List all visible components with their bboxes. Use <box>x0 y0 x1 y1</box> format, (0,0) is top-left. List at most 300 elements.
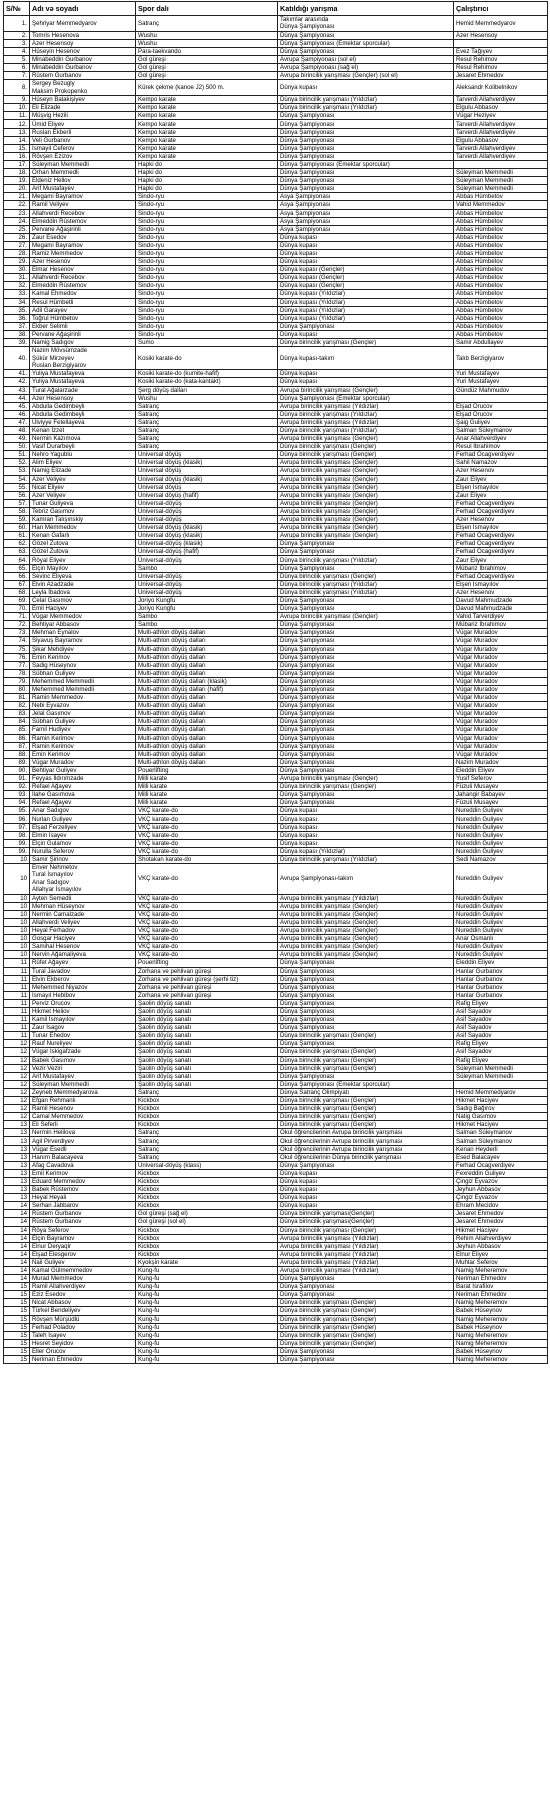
cell-name: Azer Hesensoy <box>30 39 136 47</box>
table-row <box>4 1291 548 1299</box>
cell-sport: Kickbox <box>136 1113 278 1121</box>
cell-competition: Dünya Şampiyonası <box>278 653 454 661</box>
cell-competition: Avrupa birincilik yarışması (Gençler) <box>278 386 454 394</box>
cell-no: 78. <box>4 669 30 677</box>
cell-coach: Süleyman Memmedli <box>454 1072 548 1080</box>
cell-name: Tebriz Gasımov <box>30 507 136 515</box>
cell-sport: Kickbox <box>136 1202 278 1210</box>
cell-coach: Yusif Seferov <box>454 775 548 783</box>
cell-competition: Dünya birincilik yarışması (Gençler) <box>278 1064 454 1072</box>
cell-sport: Sumo <box>136 339 278 347</box>
cell-no: 42. <box>4 378 30 386</box>
table-row <box>4 370 548 378</box>
cell-no: 14 <box>4 1210 30 1218</box>
cell-competition: Dünya birincilik yarışması (Gençler) <box>278 1121 454 1129</box>
cell-sport: Multi-athlon döyüş dalları (klasik) <box>136 677 278 685</box>
cell-competition: Dünya birincilik yarışması (Gençler) <box>278 783 454 791</box>
cell-name: Jelal Gasımov <box>30 710 136 718</box>
table-row <box>4 443 548 451</box>
table-row <box>4 185 548 193</box>
cell-coach: Jeyhun Abbasov <box>454 1242 548 1250</box>
cell-no: 14 <box>4 1250 30 1258</box>
table-row <box>4 799 548 807</box>
cell-no: 11 <box>4 1007 30 1015</box>
cell-name: Tural Ağalarzade <box>30 386 136 394</box>
cell-coach: Namig Meheremov <box>454 1331 548 1339</box>
cell-name: Rövşen Mürşüdlü <box>30 1315 136 1323</box>
cell-sport: Sindo-ryu <box>136 306 278 314</box>
table-row <box>4 621 548 629</box>
cell-no: 14 <box>4 1218 30 1226</box>
cell-competition: Dünya Şampiyonası <box>278 128 454 136</box>
cell-sport: Sindo-ryu <box>136 330 278 338</box>
cell-name: Celal Gasımov <box>30 596 136 604</box>
cell-no: 15 <box>4 1299 30 1307</box>
cell-sport: Kung-fu <box>136 1291 278 1299</box>
cell-name: Vasif Durarbeyli <box>30 443 136 451</box>
cell-competition: Dünya kupası <box>278 1169 454 1177</box>
cell-no: 82. <box>4 702 30 710</box>
table-row <box>4 831 548 839</box>
cell-coach: Anar Allahverdiyev <box>454 435 548 443</box>
cell-competition: Dünya birincilik yarışması (Yıldızlar) <box>278 855 454 863</box>
table-row <box>4 629 548 637</box>
table-row <box>4 694 548 702</box>
cell-name: Ramin Memmedov <box>30 694 136 702</box>
cell-sport: Multi-athlon döyüş dalları <box>136 742 278 750</box>
cell-no: 22. <box>4 201 30 209</box>
cell-competition: Asya Şampiyonası <box>278 193 454 201</box>
cell-competition: Dünya kupası <box>278 1202 454 1210</box>
cell-competition: Dünya kupası <box>278 1177 454 1185</box>
cell-coach: Nureddin Guliyev <box>454 864 548 895</box>
cell-coach: Resul Rehimov <box>454 56 548 64</box>
table-row <box>4 951 548 959</box>
cell-no: 91. <box>4 775 30 783</box>
cell-coach: Nureddin Guliyev <box>454 951 548 959</box>
cell-name: Gözel Zutova <box>30 540 136 548</box>
cell-name: Ramin Kerimov <box>30 734 136 742</box>
cell-sport: Zorhana ve pehlivan güreşi <box>136 983 278 991</box>
cell-sport: Satranç <box>136 443 278 451</box>
cell-competition: Dünya Şampiyonası <box>278 694 454 702</box>
cell-coach: Abbas Hümbetov <box>454 225 548 233</box>
table-row <box>4 1169 548 1177</box>
cell-sport: Kickbox <box>136 1177 278 1185</box>
cell-name: Arif Mustafayev <box>30 1072 136 1080</box>
cell-name: Rüfet Ağayev <box>30 959 136 967</box>
cell-name: Behtiyar Abbasov <box>30 621 136 629</box>
cell-no: 17. <box>4 160 30 168</box>
table-row <box>4 588 548 596</box>
table-row <box>4 1307 548 1315</box>
cell-sport: VKÇ karate-do <box>136 864 278 895</box>
cell-competition: Dünya birincilik yarışması (Gençler) <box>278 1032 454 1040</box>
cell-competition: Dünya Şampiyonası <box>278 734 454 742</box>
table-row <box>4 128 548 136</box>
cell-competition: Dünya birincilik yarışması (Gençler) <box>278 1331 454 1339</box>
table-row <box>4 1275 548 1283</box>
cell-no: 89. <box>4 758 30 766</box>
cell-no: 87. <box>4 742 30 750</box>
cell-no: 96. <box>4 815 30 823</box>
cell-name: Nail Guliyev <box>30 1258 136 1266</box>
cell-name: Azer Veliyev <box>30 491 136 499</box>
cell-no: 10 <box>4 864 30 895</box>
cell-competition: Dünya birincilik yarışması (Gençler) <box>278 339 454 347</box>
cell-sport: Üniversal döyüş (klasik) <box>136 459 278 467</box>
table-row <box>4 734 548 742</box>
cell-coach: Azer Hesensoy <box>454 31 548 39</box>
cell-competition: Dünya kupası (Gençler) <box>278 266 454 274</box>
table-row <box>4 56 548 64</box>
cell-sport: Wushu <box>136 394 278 402</box>
cell-sport: VKÇ karate-do <box>136 815 278 823</box>
cell-coach: Rehim Allahverdiyev <box>454 1234 548 1242</box>
cell-competition: Dünya Şampiyonası <box>278 1356 454 1364</box>
cell-name: Tunar Ehedov <box>30 1032 136 1040</box>
cell-no: 13 <box>4 1177 30 1185</box>
cell-sport: Milli karate <box>136 783 278 791</box>
cell-sport: Kung-fu <box>136 1283 278 1291</box>
cell-competition: Avrupa birincilik yarışması (Gençler) <box>278 516 454 524</box>
cell-coach: Abbas Hümbetov <box>454 249 548 257</box>
cell-no: 60. <box>4 524 30 532</box>
cell-competition: Dünya Şampiyonası <box>278 742 454 750</box>
cell-sport: Hapki do <box>136 185 278 193</box>
cell-coach: Asif Sayadov <box>454 1048 548 1056</box>
cell-coach: Abbas Hümbetov <box>454 241 548 249</box>
cell-coach: Tarverdi Allahverdiyev <box>454 128 548 136</box>
cell-no: 47. <box>4 418 30 426</box>
table-row <box>4 1016 548 1024</box>
cell-no: 1. <box>4 16 30 32</box>
table-row <box>4 1153 548 1161</box>
cell-no: 16. <box>4 152 30 160</box>
cell-name: Behtiyar Guliyev <box>30 766 136 774</box>
cell-no: 62. <box>4 540 30 548</box>
cell-competition: Avrupa birincilik yarışması (Gençler) <box>278 613 454 621</box>
cell-competition: Dünya birincilik yarışması (Gençler) <box>278 1339 454 1347</box>
cell-coach: Yuri Mustafayev <box>454 378 548 386</box>
table-row <box>4 1250 548 1258</box>
cell-name: Ümid Eliyev <box>30 120 136 128</box>
cell-competition: Takımlar arasında Dünya Şampiyonası <box>278 16 454 32</box>
cell-competition: Dünya Şampiyonası <box>278 629 454 637</box>
cell-coach: Vügar Muradov <box>454 669 548 677</box>
cell-competition: Dünya Şampiyonası <box>278 605 454 613</box>
cell-name: Tural Javadov <box>30 967 136 975</box>
cell-competition: Dünya birincilik yarışması (Gençler) <box>278 1105 454 1113</box>
cell-coach: Natig Gasımov <box>454 1113 548 1121</box>
table-row <box>4 815 548 823</box>
table-row <box>4 169 548 177</box>
cell-no: 71. <box>4 613 30 621</box>
cell-coach: Azer Hesenov <box>454 588 548 596</box>
cell-sport: Milli karate <box>136 799 278 807</box>
cell-coach: Hanlar Gurbanov <box>454 967 548 975</box>
cell-name: Tunar Guliyeva <box>30 499 136 507</box>
cell-no: 77. <box>4 661 30 669</box>
table-row <box>4 483 548 491</box>
cell-coach: Gündüz Mahmudov <box>454 386 548 394</box>
cell-sport: Sindo-ryu <box>136 209 278 217</box>
cell-coach <box>454 160 548 168</box>
cell-sport: VKÇ karate-do <box>136 823 278 831</box>
table-row <box>4 339 548 347</box>
cell-coach: Vahid Memmedov <box>454 201 548 209</box>
table-row <box>4 152 548 160</box>
cell-coach: Elşad Orucov <box>454 410 548 418</box>
cell-sport: Multi-athlon döyüş dalları <box>136 718 278 726</box>
cell-sport: Şaolin döyüş sanatı <box>136 1040 278 1048</box>
cell-name: Elmar Hesenov <box>30 266 136 274</box>
cell-sport: Zorhana ve pehlivan güreşi (şerhi tiz) <box>136 975 278 983</box>
cell-no: 9. <box>4 96 30 104</box>
table-row <box>4 1210 548 1218</box>
cell-name: Ramil Allahverdiyev <box>30 1283 136 1291</box>
cell-coach: Namig Meheremov <box>454 1315 548 1323</box>
cell-coach: Elşen İsmayılov <box>454 483 548 491</box>
cell-coach: Nureddin Guliyev <box>454 910 548 918</box>
cell-competition: Dünya Şampiyonası <box>278 710 454 718</box>
table-row <box>4 1242 548 1250</box>
cell-competition: Dünya Şampiyonası <box>278 120 454 128</box>
cell-sport: Sindo-ryu <box>136 290 278 298</box>
cell-competition: Dünya Şampiyonası <box>278 144 454 152</box>
table-body <box>4 16 548 1364</box>
cell-sport: Multi-athlon döyüş dalları <box>136 702 278 710</box>
cell-coach: Aleksandr Kolibelnikov <box>454 80 548 96</box>
cell-coach: Yuri Mustafayev <box>454 370 548 378</box>
cell-competition: Dünya Şampiyonası <box>278 322 454 330</box>
cell-no: 50. <box>4 443 30 451</box>
cell-name: Elmin İsayev <box>30 831 136 839</box>
cell-competition: Dünya birincilik yarışması (Yıldızlar) <box>278 426 454 434</box>
cell-competition: Avrupa birincilik yarışması (Gençler) <box>278 475 454 483</box>
cell-competition: Dünya Şampiyonası <box>278 1007 454 1015</box>
cell-no: 48. <box>4 426 30 434</box>
cell-competition: Dünya Şampiyonası <box>278 991 454 999</box>
table-row <box>4 910 548 918</box>
cell-no: 57. <box>4 499 30 507</box>
cell-coach: Azer Hesenov <box>454 467 548 475</box>
cell-sport: Üniversal-döyüş (klass) <box>136 1161 278 1169</box>
cell-sport: Şaolin döyüş sanatı <box>136 1032 278 1040</box>
cell-coach: Namig Meheremov <box>454 1266 548 1274</box>
table-row <box>4 1048 548 1056</box>
cell-no: 10 <box>4 927 30 935</box>
cell-name: Ramil Veliyev <box>30 201 136 209</box>
cell-no: 15 <box>4 1283 30 1291</box>
table-row <box>4 1299 548 1307</box>
cell-coach: Nazim Muradov <box>454 758 548 766</box>
cell-competition: Avrupa birincilik yarışması (Yıldızlar) <box>278 1266 454 1274</box>
table-row <box>4 1323 548 1331</box>
table-row <box>4 410 548 418</box>
cell-competition: Avrupa birincilik yarışması (Gençler) <box>278 435 454 443</box>
cell-competition: Avrupa birincilik yarışması (Yıldızlar) <box>278 1258 454 1266</box>
cell-sport: Shotakan karate-do <box>136 855 278 863</box>
cell-coach: Muhtar Seferov <box>454 1258 548 1266</box>
cell-competition: Avrupa Şampiyonası (sol el) <box>278 56 454 64</box>
table-row <box>4 306 548 314</box>
cell-coach: Anar Osmanlı <box>454 935 548 943</box>
cell-name: Eziz Esedov <box>30 1291 136 1299</box>
cell-sport: VKÇ karate-do <box>136 935 278 943</box>
cell-no: 11 <box>4 975 30 983</box>
cell-coach: Hikmet Haciyev <box>454 1121 548 1129</box>
cell-sport: VKÇ karate-do <box>136 951 278 959</box>
cell-coach: Ferhad Ocagverdiyev <box>454 507 548 515</box>
cell-sport: Kempo karate <box>136 120 278 128</box>
cell-sport: Kickbox <box>136 1169 278 1177</box>
cell-sport: VKÇ karate-do <box>136 894 278 902</box>
table-row <box>4 225 548 233</box>
cell-competition: Dünya birincilik yarışması (Gençler) <box>278 451 454 459</box>
table-row <box>4 233 548 241</box>
cell-no: 53. <box>4 467 30 475</box>
cell-name: Elvin Azadzade <box>30 580 136 588</box>
cell-sport: Multi-athlon döyüş dalları <box>136 734 278 742</box>
cell-coach <box>454 1080 548 1088</box>
cell-no: 69. <box>4 596 30 604</box>
cell-no: 18. <box>4 169 30 177</box>
cell-name: Elçin Mayılov <box>30 564 136 572</box>
cell-coach: Çingiz Eyvazov <box>454 1194 548 1202</box>
cell-competition: Avrupa birincilik yarışması (Yıldızlar) <box>278 402 454 410</box>
cell-no: 11 <box>4 1016 30 1024</box>
cell-competition: Dünya Şampiyonası <box>278 1275 454 1283</box>
cell-coach <box>454 394 548 402</box>
cell-sport: Multi-athlon döyüş dalları (hafif) <box>136 685 278 693</box>
cell-competition: Dünya kupası (Yıldızlar) <box>278 314 454 322</box>
cell-no: 11. <box>4 112 30 120</box>
cell-no: 45. <box>4 402 30 410</box>
table-row <box>4 516 548 524</box>
cell-sport: Multi-athlon döyüş dalları <box>136 758 278 766</box>
header-no: S/№ <box>4 2 30 16</box>
cell-sport: Şerg döyüş dalları <box>136 386 278 394</box>
cell-no: 30. <box>4 266 30 274</box>
table-row <box>4 160 548 168</box>
cell-name: Eduard Memmedov <box>30 1177 136 1185</box>
cell-sport: Satranç <box>136 402 278 410</box>
table-row <box>4 1024 548 1032</box>
cell-coach: Tarverdi Allahverdiyev <box>454 152 548 160</box>
cell-coach: Neriman Ehmedov <box>454 1291 548 1299</box>
cell-coach: Babek Hüseynov <box>454 1307 548 1315</box>
cell-sport: Kempo karate <box>136 112 278 120</box>
table-row <box>4 718 548 726</box>
header-sport: Spor dalı <box>136 2 278 16</box>
cell-name: Rüstem Gurbanov <box>30 1218 136 1226</box>
cell-sport: Üniversal-döyüş (hafif) <box>136 548 278 556</box>
cell-competition: Asya Şampiyonası <box>278 201 454 209</box>
table-row <box>4 1032 548 1040</box>
cell-name: Ferhad Poladov <box>30 1323 136 1331</box>
table-row <box>4 435 548 443</box>
table-row <box>4 1186 548 1194</box>
cell-sport: VKÇ karate-do <box>136 831 278 839</box>
cell-no: 43. <box>4 386 30 394</box>
cell-coach: Sedi Namazov <box>454 855 548 863</box>
table-row <box>4 467 548 475</box>
table-row <box>4 104 548 112</box>
cell-competition: Avrupa birincilik yarışması (Gençler) <box>278 507 454 515</box>
cell-sport: Sambo <box>136 621 278 629</box>
cell-coach: Resul Ibrahimov <box>454 443 548 451</box>
cell-competition: Avrupa birincilik yarışması (Yıldızlar) <box>278 1250 454 1258</box>
cell-name: Abdulla Gedimbeyli <box>30 410 136 418</box>
cell-sport: Kosiki karate-do (kata-kantakt) <box>136 378 278 386</box>
table-row <box>4 572 548 580</box>
table-row <box>4 855 548 863</box>
cell-sport: Sambo <box>136 613 278 621</box>
cell-no: 24. <box>4 217 30 225</box>
cell-no: 93. <box>4 791 30 799</box>
cell-no: 11 <box>4 999 30 1007</box>
cell-competition: Dünya kupası (Gençler) <box>278 282 454 290</box>
cell-coach: Vügar Muradov <box>454 750 548 758</box>
cell-name: Vügar İskigafzade <box>30 1048 136 1056</box>
table-row <box>4 967 548 975</box>
cell-no: 13 <box>4 1121 30 1129</box>
cell-name: Agil Pirverdiyev <box>30 1137 136 1145</box>
cell-no: 74. <box>4 637 30 645</box>
cell-sport: Kempo karate <box>136 128 278 136</box>
cell-name: Megami Bayramov <box>30 193 136 201</box>
cell-sport: Kung-fu <box>136 1266 278 1274</box>
cell-no: 76. <box>4 653 30 661</box>
cell-competition: Avrupa birincilik yarışması (Gençler) <box>278 483 454 491</box>
cell-coach: Hanlar Gurbanov <box>454 991 548 999</box>
table-row <box>4 48 548 56</box>
cell-competition: Dünya birincilik yarışması (Gençler) <box>278 1113 454 1121</box>
cell-name: Hesret Seyidov <box>30 1339 136 1347</box>
cell-no: 32. <box>4 282 30 290</box>
cell-competition: Dünya birincilik yarışması (Gençler) <box>278 443 454 451</box>
table-row <box>4 847 548 855</box>
cell-coach: Nureddin Guliyev <box>454 902 548 910</box>
cell-coach: Nureddin Guliyev <box>454 815 548 823</box>
cell-sport: VKÇ karate-do <box>136 943 278 951</box>
cell-competition: Dünya Şampiyonası (Emektar sporcular) <box>278 160 454 168</box>
cell-sport: Üniversal döyüş <box>136 467 278 475</box>
cell-coach: Vügar Muradov <box>454 629 548 637</box>
cell-sport: Kickbox <box>136 1105 278 1113</box>
table-row <box>4 750 548 758</box>
cell-no: 13 <box>4 1145 30 1153</box>
table-row <box>4 177 548 185</box>
cell-no: 55. <box>4 483 30 491</box>
cell-sport: Sindo-ryu <box>136 241 278 249</box>
table-row <box>4 1007 548 1015</box>
cell-competition: Avrupa birincilik yarışması (Gençler) <box>278 491 454 499</box>
cell-no: 8. <box>4 80 30 96</box>
cell-no: 13 <box>4 1186 30 1194</box>
table-row <box>4 217 548 225</box>
cell-name: Nebi Eyvazov <box>30 702 136 710</box>
cell-coach: Evez Tağıyev <box>454 48 548 56</box>
cell-competition: Dünya kupası <box>278 839 454 847</box>
cell-coach: Elşen İsmayılov <box>454 580 548 588</box>
table-row <box>4 418 548 426</box>
cell-no: 88. <box>4 750 30 758</box>
cell-name: Afag Cavadova <box>30 1161 136 1169</box>
cell-sport: Şaolin döyüş sanatı <box>136 999 278 1007</box>
cell-coach: Tarverdi Allahverdiyev <box>454 120 548 128</box>
